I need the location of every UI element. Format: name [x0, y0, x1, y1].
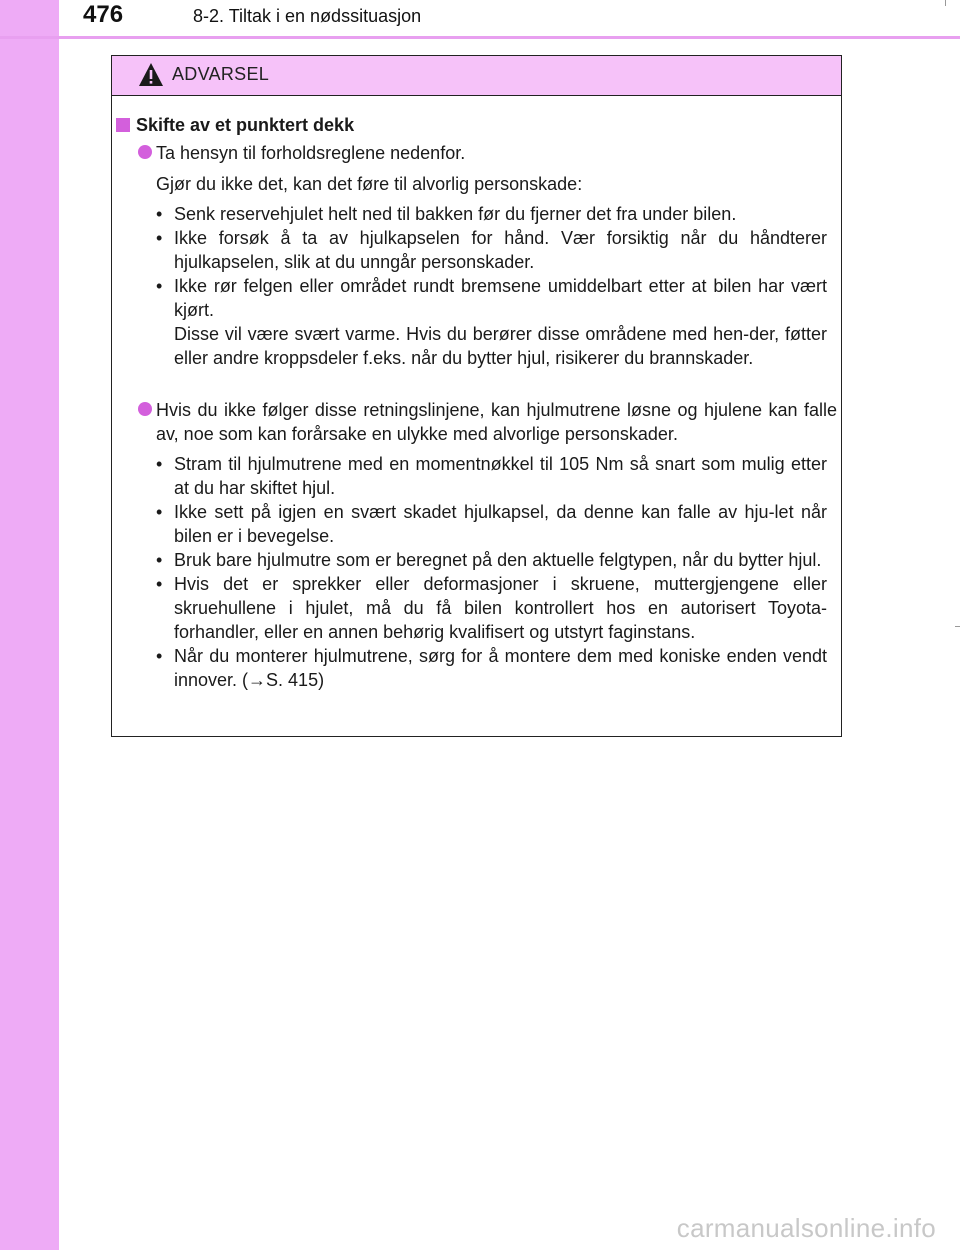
crop-mark-top [945, 0, 946, 6]
point-1-subtext: Gjør du ikke det, kan det føre til alvorlig personskade: [156, 174, 583, 194]
list-item: • Ikke forsøk å ta av hjulkapselen for hånd. Vær forsiktig når du håndterer hjulkapselen, slik at du unngår personskader. [156, 226, 827, 274]
point-2 [138, 398, 837, 446]
list-item: • Stram til hjulmutrene med en momentnøkkel til 105 Nm så snart som mulig etter at du har skiftet hjul. [156, 452, 827, 500]
warning-header [112, 56, 841, 96]
section-heading [116, 113, 354, 137]
watermark: carmanualsonline.info [676, 1213, 936, 1243]
warning-triangle-icon [138, 62, 164, 88]
warning-box [111, 55, 842, 737]
circle-bullet-icon [138, 145, 152, 159]
circle-bullet-icon [138, 402, 152, 416]
list-item: • Senk reservehjulet helt ned til bakken før du fjerner det fra under bilen. [156, 202, 827, 226]
point-1 [138, 141, 837, 165]
side-color-strip [0, 0, 59, 1250]
point-1-text: Ta hensyn til forholdsreglene nedenfor. [156, 143, 466, 163]
crop-mark-middle [955, 626, 960, 627]
section-title: 8-2. Tiltak i en nødssituasjon [193, 6, 422, 26]
square-bullet-icon [116, 118, 130, 132]
list-item: • Ikke sett på igjen en svært skadet hjulkapsel, da denne kan falle av hju-let når bilen er i bevegelse. [156, 500, 827, 548]
list-item: • Bruk bare hjulmutre som er beregnet på den aktuelle felgtypen, når du bytter hjul. [156, 548, 827, 572]
precaution-list-1 [156, 202, 827, 370]
point-2-text: Hvis du ikke følger disse retningslinjene, kan hjulmutrene løsne og hjulene kan falle av, noe som kan forårsake en ulykke med alvorlige personskader. [156, 400, 837, 444]
page-number: 476 [83, 1, 124, 28]
precaution-list-2 [156, 452, 827, 692]
list-item-continuation: Disse vil være svært varme. Hvis du berører disse områdene med hen-der, føtter eller andre kroppsdeler f.eks. når du bytter hjul, risikerer du brannskader. [174, 324, 827, 368]
warning-title: ADVARSEL [172, 64, 270, 84]
section-heading-text: Skifte av et punktert dekk [136, 115, 355, 135]
list-item: • Ikke rør felgen eller området rundt bremsene umiddelbart etter at bilen har vært kjørt. [156, 274, 827, 322]
page-header [0, 0, 960, 39]
list-item: • Hvis det er sprekker eller deformasjoner i skruene, muttergjengene eller skruehullene i hjulet, må du få bilen kontrollert hos en autorisert Toyota-forhandler, eller en annen behørig kvalifisert og utstyrt faginstans. [156, 572, 827, 644]
list-item: • Når du monterer hjulmutrene, sørg for å montere dem med koniske enden vendt innover. (→S. 415) [156, 644, 827, 692]
